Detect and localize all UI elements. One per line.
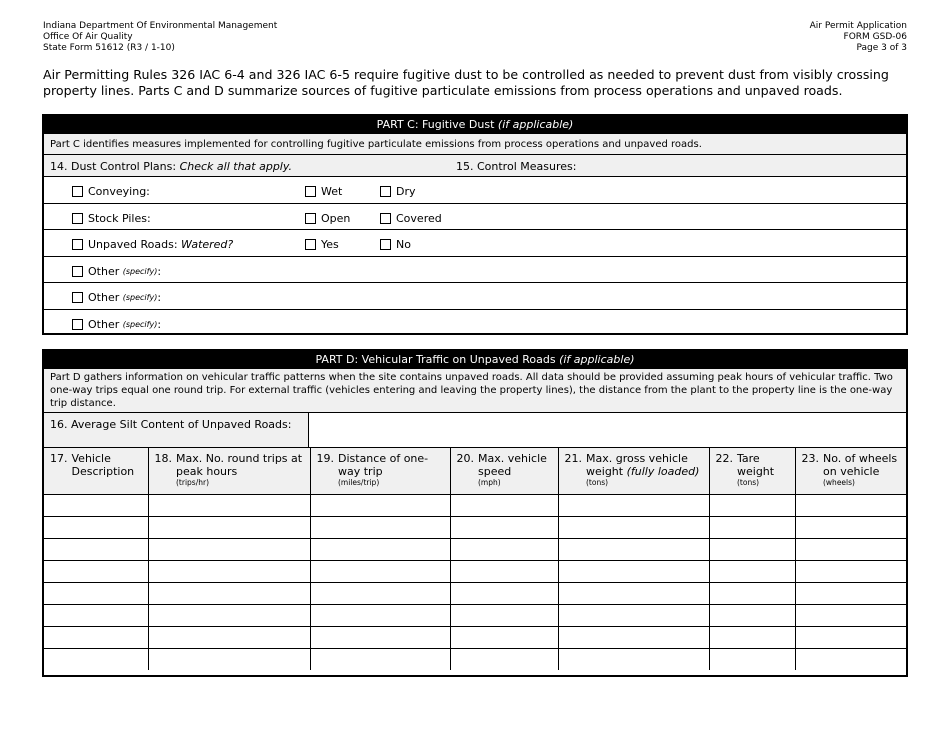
column-number: 22.	[715, 452, 733, 465]
table-cell-input[interactable]	[558, 516, 709, 538]
table-cell-input[interactable]	[795, 560, 906, 582]
table-row	[44, 538, 906, 560]
table-cell-input[interactable]	[795, 604, 906, 626]
column-number: 18.	[154, 452, 172, 465]
table-cell-input[interactable]	[709, 648, 795, 670]
table-cell-input[interactable]	[450, 648, 558, 670]
table-cell-input[interactable]	[450, 494, 558, 516]
other-label: Other	[88, 264, 120, 278]
dust-plan-row-unpaved-roads	[44, 230, 906, 257]
stock-piles-covered-checkbox[interactable]	[380, 212, 442, 225]
table-row	[44, 626, 906, 648]
table-cell-input[interactable]	[310, 560, 450, 582]
open-label: Open	[321, 211, 351, 225]
table-cell-input[interactable]	[310, 538, 450, 560]
dust-plan-row-other-3	[44, 310, 906, 337]
stock-piles-label: Stock Piles:	[88, 211, 151, 225]
column-header-wrap	[802, 452, 903, 488]
other-label: Other	[88, 317, 120, 331]
table-cell-input[interactable]	[795, 582, 906, 604]
table-cell-input[interactable]	[450, 626, 558, 648]
table-cell-input[interactable]	[148, 582, 310, 604]
other-label: Other	[88, 291, 120, 304]
table-cell-input[interactable]	[795, 626, 906, 648]
table-cell-input[interactable]	[148, 648, 310, 670]
intro-paragraph: Air Permitting Rules 326 IAC 6-4 and 326 IAC 6-5 require fugitive dust to be controlled as needed to prevent dust from visibly crossing property lines. Parts C and D summarize sources of fugitive particulate emissions from process operations and unpaved roads.	[43, 67, 889, 98]
column-unit: (tons)	[737, 478, 760, 487]
table-cell-input[interactable]	[310, 516, 450, 538]
table-cell-input[interactable]	[148, 560, 310, 582]
table-cell-input[interactable]	[709, 582, 795, 604]
table-cell-input[interactable]	[795, 648, 906, 670]
table-cell-input[interactable]	[558, 494, 709, 516]
q15-label: 15. Control Measures:	[456, 160, 577, 173]
silt-content-row	[44, 413, 906, 448]
column-number: 20.	[456, 452, 474, 465]
q14-label	[50, 160, 292, 173]
checkbox-square-icon[interactable]	[72, 213, 83, 224]
table-cell-input[interactable]	[450, 516, 558, 538]
header-title-line: Air Permit Application	[809, 21, 907, 31]
header-agency-line: Indiana Department Of Environmental Management	[43, 21, 278, 31]
column-header	[558, 448, 709, 494]
header-page-number: Page 3 of 3	[856, 43, 907, 53]
part-c-title-suffix: (if applicable)	[497, 118, 574, 131]
column-unit: (trips/hr)	[176, 478, 209, 487]
specify-hint: (specify)	[122, 319, 158, 329]
table-cell-input[interactable]	[795, 516, 906, 538]
stock-piles-checkbox[interactable]	[72, 212, 151, 225]
conveying-label: Conveying:	[88, 185, 150, 198]
table-cell-input[interactable]	[310, 626, 450, 648]
table-cell-input[interactable]	[310, 648, 450, 670]
table-cell-input[interactable]	[148, 538, 310, 560]
column-label: Distance of one-way trip	[338, 452, 429, 478]
table-header-row	[44, 448, 906, 494]
part-d-section	[42, 349, 908, 677]
watered-no-checkbox[interactable]	[380, 238, 411, 251]
column-label: No. of wheels on vehicle	[823, 452, 898, 478]
other-colon: :	[157, 291, 162, 304]
column-label: Max. gross vehicle weight	[586, 452, 688, 478]
table-cell-input[interactable]	[558, 648, 709, 670]
table-cell-input[interactable]	[310, 582, 450, 604]
checkbox-square-icon[interactable]	[305, 213, 316, 224]
silt-content-input[interactable]	[310, 413, 906, 447]
table-cell-input[interactable]	[148, 494, 310, 516]
specify-hint: (specify)	[122, 266, 158, 276]
table-cell-input[interactable]	[450, 604, 558, 626]
other-1-checkbox[interactable]	[72, 265, 161, 278]
q14-label-text: 14. Dust Control Plans:	[50, 160, 177, 173]
checkbox-square-icon[interactable]	[72, 239, 83, 250]
column-header-wrap	[457, 452, 554, 488]
other-3-checkbox[interactable]	[72, 318, 161, 331]
dry-label: Dry	[396, 185, 416, 198]
q14-hint: Check all that apply.	[179, 160, 293, 173]
table-cell-input[interactable]	[44, 604, 148, 626]
checkbox-square-icon[interactable]	[380, 213, 391, 224]
column-header-wrap	[565, 452, 705, 488]
header-form-info	[810, 21, 907, 54]
column-number: 19.	[316, 452, 334, 465]
header-office-line: Office Of Air Quality	[43, 32, 133, 42]
table-cell-input[interactable]	[450, 560, 558, 582]
part-c-question-row	[44, 155, 906, 177]
other-2-checkbox[interactable]	[72, 291, 161, 304]
checkbox-square-icon[interactable]	[305, 239, 316, 250]
q16-number: 16.	[50, 418, 68, 431]
checkbox-square-icon[interactable]	[305, 186, 316, 197]
unpaved-roads-label: Unpaved Roads:	[88, 238, 178, 251]
table-cell-input[interactable]	[44, 626, 148, 648]
table-cell-input[interactable]	[558, 604, 709, 626]
column-number: 17.	[50, 452, 68, 465]
q16-text: Average Silt Content of Unpaved Roads:	[71, 418, 292, 431]
column-header	[450, 448, 558, 494]
watered-hint: Watered?	[181, 238, 234, 251]
part-c-description: Part C identifies measures implemented for controlling fugitive particulate emissions from process operations and unpaved roads.	[44, 134, 906, 155]
table-cell-input[interactable]	[709, 538, 795, 560]
table-row	[44, 494, 906, 516]
column-label-italic: (fully loaded)	[626, 465, 700, 478]
column-header	[310, 448, 450, 494]
column-unit: (wheels)	[823, 478, 855, 487]
table-cell-input[interactable]	[44, 516, 148, 538]
table-cell-input[interactable]	[709, 494, 795, 516]
column-header-wrap	[155, 452, 306, 488]
column-label-block	[823, 452, 902, 488]
table-cell-input[interactable]	[795, 494, 906, 516]
dust-plan-row-stock-piles	[44, 204, 906, 231]
checkbox-square-icon[interactable]	[72, 319, 83, 330]
conveying-dry-checkbox[interactable]	[380, 185, 416, 198]
table-cell-input[interactable]	[44, 538, 148, 560]
conveying-wet-checkbox[interactable]	[305, 185, 342, 198]
checkbox-square-icon[interactable]	[72, 292, 83, 303]
checkbox-square-icon[interactable]	[380, 239, 391, 250]
checkbox-square-icon[interactable]	[380, 186, 391, 197]
part-d-title-bar	[44, 351, 906, 369]
table-body	[44, 494, 906, 670]
table-cell-input[interactable]	[709, 604, 795, 626]
header-agency	[43, 21, 277, 54]
table-cell-input[interactable]	[709, 626, 795, 648]
table-cell-input[interactable]	[558, 626, 709, 648]
column-header	[709, 448, 795, 494]
header-form-number: FORM GSD-06	[843, 32, 907, 42]
table-cell-input[interactable]	[450, 582, 558, 604]
table-cell-input[interactable]	[148, 626, 310, 648]
part-c-title-bar	[44, 116, 906, 134]
table-cell-input[interactable]	[148, 604, 310, 626]
column-label: Max. vehicle speed	[478, 452, 547, 478]
stock-piles-open-checkbox[interactable]	[305, 212, 350, 225]
column-label-block	[338, 452, 446, 488]
part-c-title: PART C: Fugitive Dust	[376, 118, 495, 131]
table-cell-input[interactable]	[450, 538, 558, 560]
part-c-section	[42, 114, 908, 335]
table-row	[44, 560, 906, 582]
table-cell-input[interactable]	[44, 494, 148, 516]
column-header	[148, 448, 310, 494]
column-label-block	[478, 452, 554, 488]
covered-label: Covered	[396, 211, 442, 225]
table-cell-input[interactable]	[709, 516, 795, 538]
other-colon: :	[157, 264, 162, 278]
wet-label: Wet	[321, 185, 343, 198]
dust-plan-row-conveying	[44, 177, 906, 204]
table-row	[44, 604, 906, 626]
column-header-wrap	[716, 452, 791, 488]
dust-plan-row-other-2	[44, 283, 906, 310]
table-cell-input[interactable]	[310, 604, 450, 626]
checkbox-square-icon[interactable]	[72, 186, 83, 197]
specify-hint: (specify)	[122, 293, 158, 302]
part-d-description: Part D gathers information on vehicular traffic patterns when the site contains unpaved roads. All data should be provided assuming peak hours of vehicular traffic. Two one-way trips equal one round trip. For external traffic (vehicles entering and leaving the property lines), the distance from the plant to the property line is the one-way trip distance.	[44, 369, 906, 413]
column-label: Max. No. round trips at peak hours	[176, 452, 303, 478]
column-header-wrap	[50, 452, 144, 478]
header-form-line: State Form 51612 (R3 / 1-10)	[43, 43, 175, 53]
column-header-wrap	[317, 452, 446, 488]
column-number: 23.	[801, 452, 819, 465]
yes-label: Yes	[321, 238, 339, 251]
part-d-title-suffix: (if applicable)	[559, 353, 635, 366]
column-label-block	[72, 452, 144, 478]
table-cell-input[interactable]	[44, 582, 148, 604]
watered-yes-checkbox[interactable]	[305, 238, 339, 251]
column-label-block	[586, 452, 705, 488]
table-cell-input[interactable]	[44, 560, 148, 582]
column-number: 21.	[564, 452, 582, 465]
table-cell-input[interactable]	[310, 494, 450, 516]
q16-label	[44, 413, 309, 447]
table-cell-input[interactable]	[709, 560, 795, 582]
column-label-block	[176, 452, 306, 488]
column-label: Tare weight	[737, 452, 775, 478]
table-cell-input[interactable]	[795, 538, 906, 560]
unpaved-roads-checkbox[interactable]	[72, 238, 233, 251]
other-colon: :	[157, 317, 162, 331]
no-label: No	[396, 238, 411, 251]
table-cell-input[interactable]	[44, 648, 148, 670]
column-label-block	[737, 452, 791, 488]
column-header	[795, 448, 906, 494]
table-cell-input[interactable]	[148, 516, 310, 538]
column-header	[44, 448, 148, 494]
checkbox-square-icon[interactable]	[72, 266, 83, 277]
table-cell-input[interactable]	[558, 582, 709, 604]
table-cell-input[interactable]	[558, 560, 709, 582]
table-row	[44, 582, 906, 604]
column-unit: (miles/trip)	[338, 478, 380, 487]
column-unit: (tons)	[586, 478, 609, 487]
table-cell-input[interactable]	[558, 538, 709, 560]
dust-plan-row-other-1	[44, 257, 906, 284]
part-d-title: PART D: Vehicular Traffic on Unpaved Roads	[315, 353, 556, 366]
column-unit: (mph)	[478, 478, 501, 487]
table-row	[44, 516, 906, 538]
vehicle-traffic-table	[44, 448, 906, 670]
conveying-checkbox[interactable]	[72, 185, 150, 198]
table-row	[44, 648, 906, 670]
column-label: Vehicle Description	[71, 452, 135, 478]
